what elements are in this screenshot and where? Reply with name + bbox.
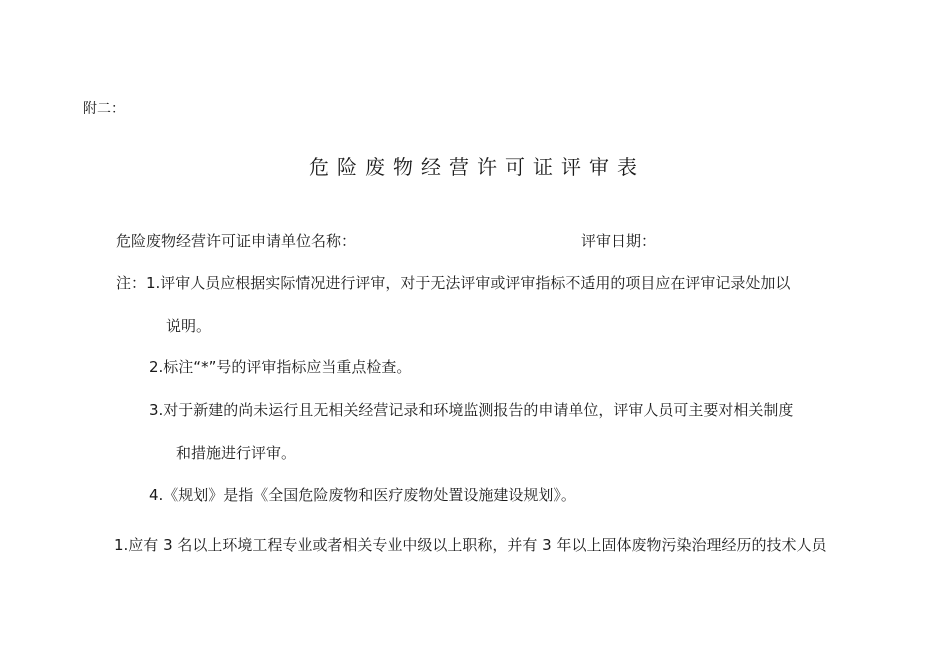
review-item-1: 1.应有 3 名以上环境工程专业或者相关专业中级以上职称，并有 3 年以上固体废物污染治理经历的技术人员: [114, 536, 827, 554]
note-1: 注：1.评审人员应根据实际情况进行评审，对于无法评审或评审指标不适用的项目应在评审记录处加以: [116, 274, 791, 292]
page-title: 危险废物经营许可证评审表: [309, 155, 645, 179]
note-4: 4.《规划》是指《全国危险废物和医疗废物处置设施建设规划》。: [149, 486, 576, 504]
note-3: 3.对于新建的尚未运行且无相关经营记录和环境监测报告的申请单位，评审人员可主要对相关制度: [149, 401, 794, 419]
appendix-label: 附二：: [83, 101, 125, 117]
note-1-continuation: 说明。: [166, 317, 212, 335]
applicant-name-label: 危险废物经营许可证申请单位名称：: [116, 232, 357, 250]
note-3-continuation: 和措施进行评审。: [176, 444, 297, 462]
note-2: 2.标注“*”号的评审指标应当重点检查。: [149, 358, 412, 376]
review-date-label: 评审日期：: [581, 232, 657, 250]
